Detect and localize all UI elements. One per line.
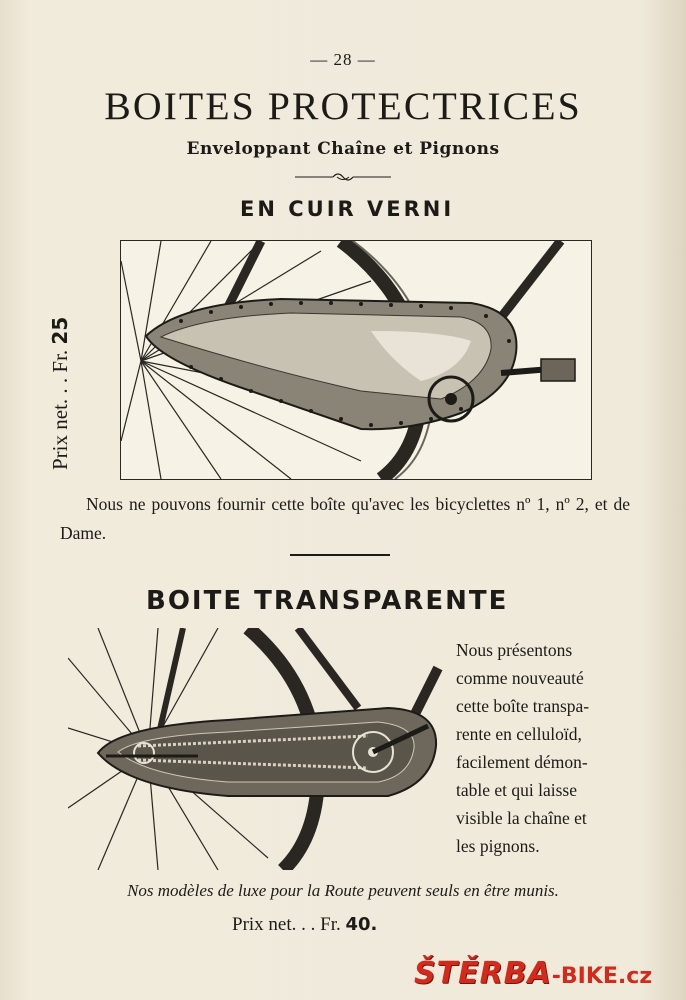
section-divider <box>290 554 390 556</box>
leather-description: Nous ne pouvons fournir cette boîte qu'avec les bicyclettes nº 1, nº 2, et de Dame. <box>60 494 630 543</box>
ornament-divider <box>293 170 393 184</box>
price-transparent-value: 40. <box>345 914 378 935</box>
description-line: cette boîte transpa- <box>456 696 590 716</box>
chain-case-transparent-illustration <box>68 628 448 870</box>
page-subtitle: Enveloppant Chaîne et Pignons <box>186 139 500 159</box>
chain-case-leather-drawing <box>121 241 591 479</box>
watermark-dash: - <box>551 964 561 989</box>
description-line: Nous présentons <box>456 640 573 660</box>
section-heading-leather: EN CUIR VERNI <box>240 197 455 221</box>
price-leather <box>48 254 73 470</box>
price-leather-label: Prix net. . . Fr. <box>48 349 72 470</box>
description-line: les pignons. <box>456 836 540 856</box>
luxury-models-note: Nos modèles de luxe pour la Route peuvent seuls en être munis. <box>127 881 559 900</box>
chain-case-leather-illustration <box>120 240 592 480</box>
section-heading-transparent: BOITE TRANSPARENTE <box>146 586 509 616</box>
watermark-main: ŠTĚRBA <box>414 956 552 991</box>
page-title: BOITES PROTECTRICES <box>104 85 582 128</box>
watermark-sub: BIKE.cz <box>560 964 653 989</box>
price-leather-value: 25 <box>48 316 72 345</box>
description-line: facilement démon- <box>456 752 588 772</box>
price-transparent <box>232 914 377 936</box>
description-line: rente en celluloïd, <box>456 724 582 744</box>
description-line: visible la chaîne et <box>456 808 587 828</box>
price-transparent-label: Prix net. . . Fr. <box>232 914 341 935</box>
transparent-description <box>456 636 632 860</box>
page-number: — 28 — <box>310 50 376 69</box>
sterba-bike-watermark <box>414 956 676 996</box>
chain-case-transparent-drawing <box>68 628 448 870</box>
description-line: table et qui laisse <box>456 780 578 800</box>
description-line: comme nouveauté <box>456 668 584 688</box>
